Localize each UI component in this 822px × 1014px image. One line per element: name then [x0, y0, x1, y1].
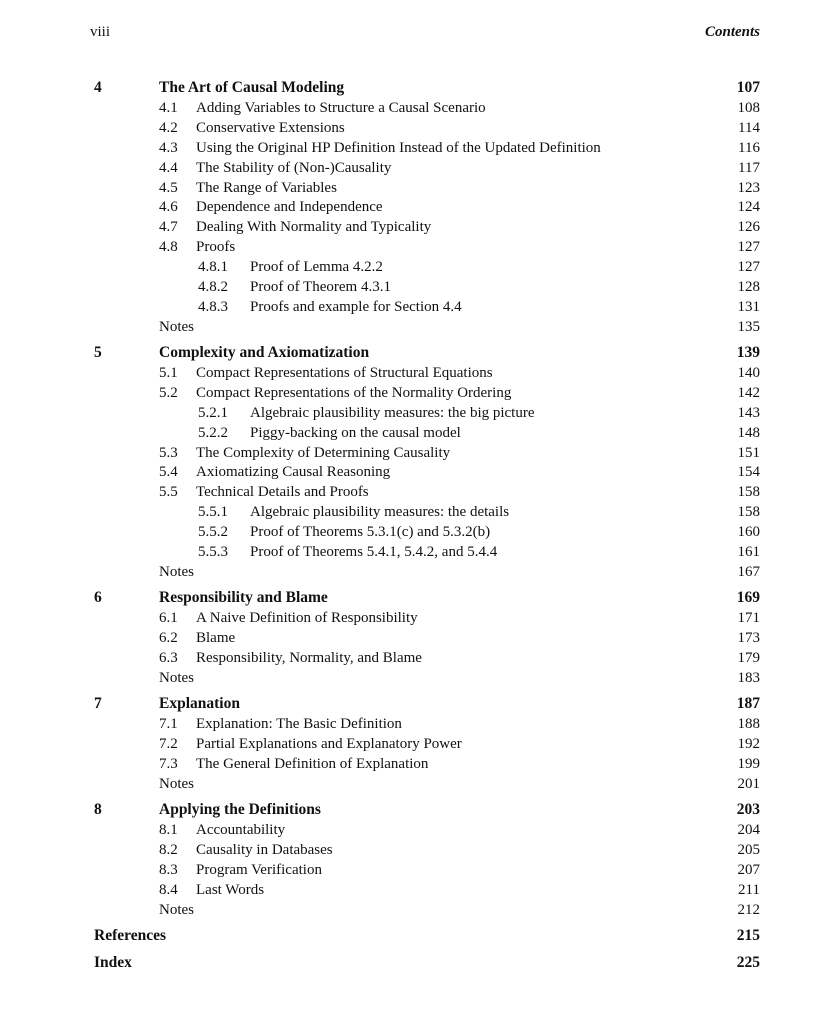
subsection-page: 131 — [737, 299, 760, 315]
subsection-page: 148 — [737, 425, 760, 441]
backmatter-title: Index — [94, 954, 132, 971]
section-title: Partial Explanations and Explanatory Power — [196, 736, 462, 752]
section-number: 4.5 — [159, 180, 178, 196]
chapter-title: Responsibility and Blame — [159, 589, 328, 606]
section-number: 6.2 — [159, 630, 178, 646]
subsection-entry — [0, 502, 822, 522]
notes-entry — [0, 562, 822, 582]
section-number: 6.1 — [159, 610, 178, 626]
subsection-number: 5.2.2 — [198, 425, 228, 441]
notes-title: Notes — [159, 776, 194, 792]
section-entry — [0, 714, 822, 734]
chapter-title: Explanation — [159, 695, 240, 712]
section-entry — [0, 363, 822, 383]
section-page: 154 — [737, 464, 760, 480]
section-page: 123 — [737, 180, 760, 196]
subsection-title: Proofs and example for Section 4.4 — [250, 299, 462, 315]
section-page: 108 — [737, 100, 760, 116]
subsection-entry — [0, 257, 822, 277]
section-number: 7.3 — [159, 756, 178, 772]
section-entry — [0, 628, 822, 648]
subsection-page: 160 — [737, 524, 760, 540]
section-number: 5.5 — [159, 484, 178, 500]
section-page: 205 — [737, 842, 760, 858]
chapter-page: 107 — [736, 79, 760, 96]
backmatter-title: References — [94, 927, 167, 944]
subsection-title: Algebraic plausibility measures: the details — [250, 504, 510, 520]
subsection-number: 5.5.2 — [198, 524, 228, 540]
section-entry — [0, 482, 822, 502]
section-page: 179 — [737, 650, 760, 666]
subsection-entry — [0, 522, 822, 542]
chapter-number: 5 — [94, 344, 102, 361]
section-number: 4.3 — [159, 140, 178, 156]
chapter-number: 6 — [94, 589, 102, 606]
section-title: Axiomatizing Causal Reasoning — [196, 464, 391, 480]
notes-entry — [0, 900, 822, 920]
section-number: 4.4 — [159, 160, 178, 176]
subsection-entry — [0, 542, 822, 562]
section-title: The Stability of (Non-)Causality — [196, 160, 392, 176]
subsection-page: 128 — [737, 279, 760, 295]
section-entry — [0, 443, 822, 463]
chapter-page: 187 — [736, 695, 760, 712]
chapter-number: 8 — [94, 801, 102, 818]
section-page: 171 — [737, 610, 760, 626]
chapter-heading — [0, 588, 822, 608]
subsection-title: Proof of Theorems 5.4.1, 5.4.2, and 5.4.4 — [250, 544, 498, 560]
section-page: 204 — [737, 822, 760, 838]
subsection-number: 4.8.2 — [198, 279, 228, 295]
section-entry — [0, 383, 822, 403]
section-number: 8.2 — [159, 842, 178, 858]
subsection-page: 143 — [737, 405, 760, 421]
section-entry — [0, 840, 822, 860]
subsection-entry — [0, 403, 822, 423]
section-entry — [0, 880, 822, 900]
section-page: 173 — [737, 630, 760, 646]
section-page: 127 — [737, 239, 760, 255]
section-page: 188 — [737, 716, 760, 732]
backmatter-entry — [0, 953, 822, 973]
section-entry — [0, 734, 822, 754]
section-page: 117 — [738, 160, 760, 176]
page-number: viii — [90, 24, 111, 40]
section-number: 8.3 — [159, 862, 178, 878]
section-page: 124 — [737, 199, 760, 215]
section-title: Blame — [196, 630, 236, 646]
subsection-entry — [0, 423, 822, 443]
section-title: Using the Original HP Definition Instead of the Updated Definition — [196, 140, 601, 156]
subsection-page: 158 — [737, 504, 760, 520]
subsection-page: 161 — [737, 544, 760, 560]
section-number: 5.3 — [159, 445, 178, 461]
section-number: 4.8 — [159, 239, 178, 255]
section-page: 116 — [738, 140, 760, 156]
backmatter-entry — [0, 926, 822, 946]
chapter-heading — [0, 78, 822, 98]
section-entry — [0, 608, 822, 628]
section-entry — [0, 138, 822, 158]
section-title: Technical Details and Proofs — [196, 484, 369, 500]
subsection-title: Proof of Theorem 4.3.1 — [250, 279, 391, 295]
chapter-number: 4 — [94, 79, 102, 96]
section-number: 4.7 — [159, 219, 178, 235]
subsection-number: 5.5.3 — [198, 544, 228, 560]
section-page: 142 — [737, 385, 760, 401]
section-title: Dependence and Independence — [196, 199, 383, 215]
section-page: 140 — [737, 365, 760, 381]
section-title: Proofs — [196, 239, 236, 255]
subsection-number: 5.5.1 — [198, 504, 228, 520]
notes-page: 167 — [737, 564, 760, 580]
section-title: Last Words — [196, 882, 265, 898]
subsection-entry — [0, 277, 822, 297]
section-page: 114 — [738, 120, 760, 136]
section-entry — [0, 462, 822, 482]
subsection-number: 5.2.1 — [198, 405, 228, 421]
section-title: Compact Representations of Structural Equations — [196, 365, 493, 381]
section-title: The Complexity of Determining Causality — [196, 445, 451, 461]
notes-page: 212 — [737, 902, 760, 918]
section-page: 199 — [737, 756, 760, 772]
chapter-page: 139 — [736, 344, 760, 361]
subsection-title: Piggy-backing on the causal model — [250, 425, 461, 441]
section-page: 192 — [737, 736, 760, 752]
section-entry — [0, 158, 822, 178]
subsection-title: Proof of Lemma 4.2.2 — [250, 259, 383, 275]
section-title: The General Definition of Explanation — [196, 756, 429, 772]
section-title: Conservative Extensions — [196, 120, 345, 136]
section-entry — [0, 217, 822, 237]
notes-title: Notes — [159, 670, 194, 686]
chapter-page: 169 — [736, 589, 760, 606]
section-entry — [0, 178, 822, 198]
section-page: 126 — [737, 219, 760, 235]
section-number: 8.1 — [159, 822, 178, 838]
section-page: 207 — [737, 862, 760, 878]
notes-entry — [0, 668, 822, 688]
section-title: Compact Representations of the Normality Ordering — [196, 385, 512, 401]
chapter-number: 7 — [94, 695, 102, 712]
section-title: Responsibility, Normality, and Blame — [196, 650, 422, 666]
section-entry — [0, 197, 822, 217]
subsection-number: 4.8.3 — [198, 299, 228, 315]
notes-title: Notes — [159, 564, 194, 580]
chapter-title: Complexity and Axiomatization — [159, 344, 370, 361]
section-entry — [0, 860, 822, 880]
subsection-page: 127 — [737, 259, 760, 275]
section-number: 5.1 — [159, 365, 178, 381]
section-title: Explanation: The Basic Definition — [196, 716, 402, 732]
section-entry — [0, 820, 822, 840]
section-number: 5.2 — [159, 385, 178, 401]
section-entry — [0, 118, 822, 138]
notes-page: 135 — [737, 319, 760, 335]
notes-page: 201 — [737, 776, 760, 792]
section-entry — [0, 237, 822, 257]
backmatter-page: 215 — [736, 927, 760, 944]
section-number: 5.4 — [159, 464, 178, 480]
subsection-title: Algebraic plausibility measures: the big picture — [250, 405, 535, 421]
section-page: 151 — [737, 445, 760, 461]
running-head — [90, 24, 760, 44]
chapter-page: 203 — [736, 801, 760, 818]
section-title: Program Verification — [196, 862, 322, 878]
chapter-heading — [0, 800, 822, 820]
subsection-number: 4.8.1 — [198, 259, 228, 275]
subsection-title: Proof of Theorems 5.3.1(c) and 5.3.2(b) — [250, 524, 491, 540]
section-title: Adding Variables to Structure a Causal Scenario — [196, 100, 486, 116]
section-number: 7.2 — [159, 736, 178, 752]
notes-title: Notes — [159, 902, 194, 918]
notes-entry — [0, 774, 822, 794]
section-title: Causality in Databases — [196, 842, 333, 858]
section-title: A Naive Definition of Responsibility — [196, 610, 418, 626]
section-number: 8.4 — [159, 882, 178, 898]
section-number: 4.2 — [159, 120, 178, 136]
section-title: The Range of Variables — [196, 180, 337, 196]
chapter-heading — [0, 343, 822, 363]
section-page: 158 — [737, 484, 760, 500]
notes-page: 183 — [737, 670, 760, 686]
chapter-title: The Art of Causal Modeling — [159, 79, 345, 96]
chapter-heading — [0, 694, 822, 714]
notes-title: Notes — [159, 319, 194, 335]
section-entry — [0, 754, 822, 774]
section-page: 211 — [738, 882, 760, 898]
backmatter-page: 225 — [736, 954, 760, 971]
section-title: Dealing With Normality and Typicality — [196, 219, 432, 235]
section-number: 7.1 — [159, 716, 178, 732]
notes-entry — [0, 317, 822, 337]
section-title: Accountability — [196, 822, 286, 838]
subsection-entry — [0, 297, 822, 317]
section-number: 4.1 — [159, 100, 178, 116]
section-number: 6.3 — [159, 650, 178, 666]
running-title: Contents — [704, 24, 760, 40]
section-entry — [0, 98, 822, 118]
section-number: 4.6 — [159, 199, 178, 215]
section-entry — [0, 648, 822, 668]
chapter-title: Applying the Definitions — [159, 801, 321, 818]
